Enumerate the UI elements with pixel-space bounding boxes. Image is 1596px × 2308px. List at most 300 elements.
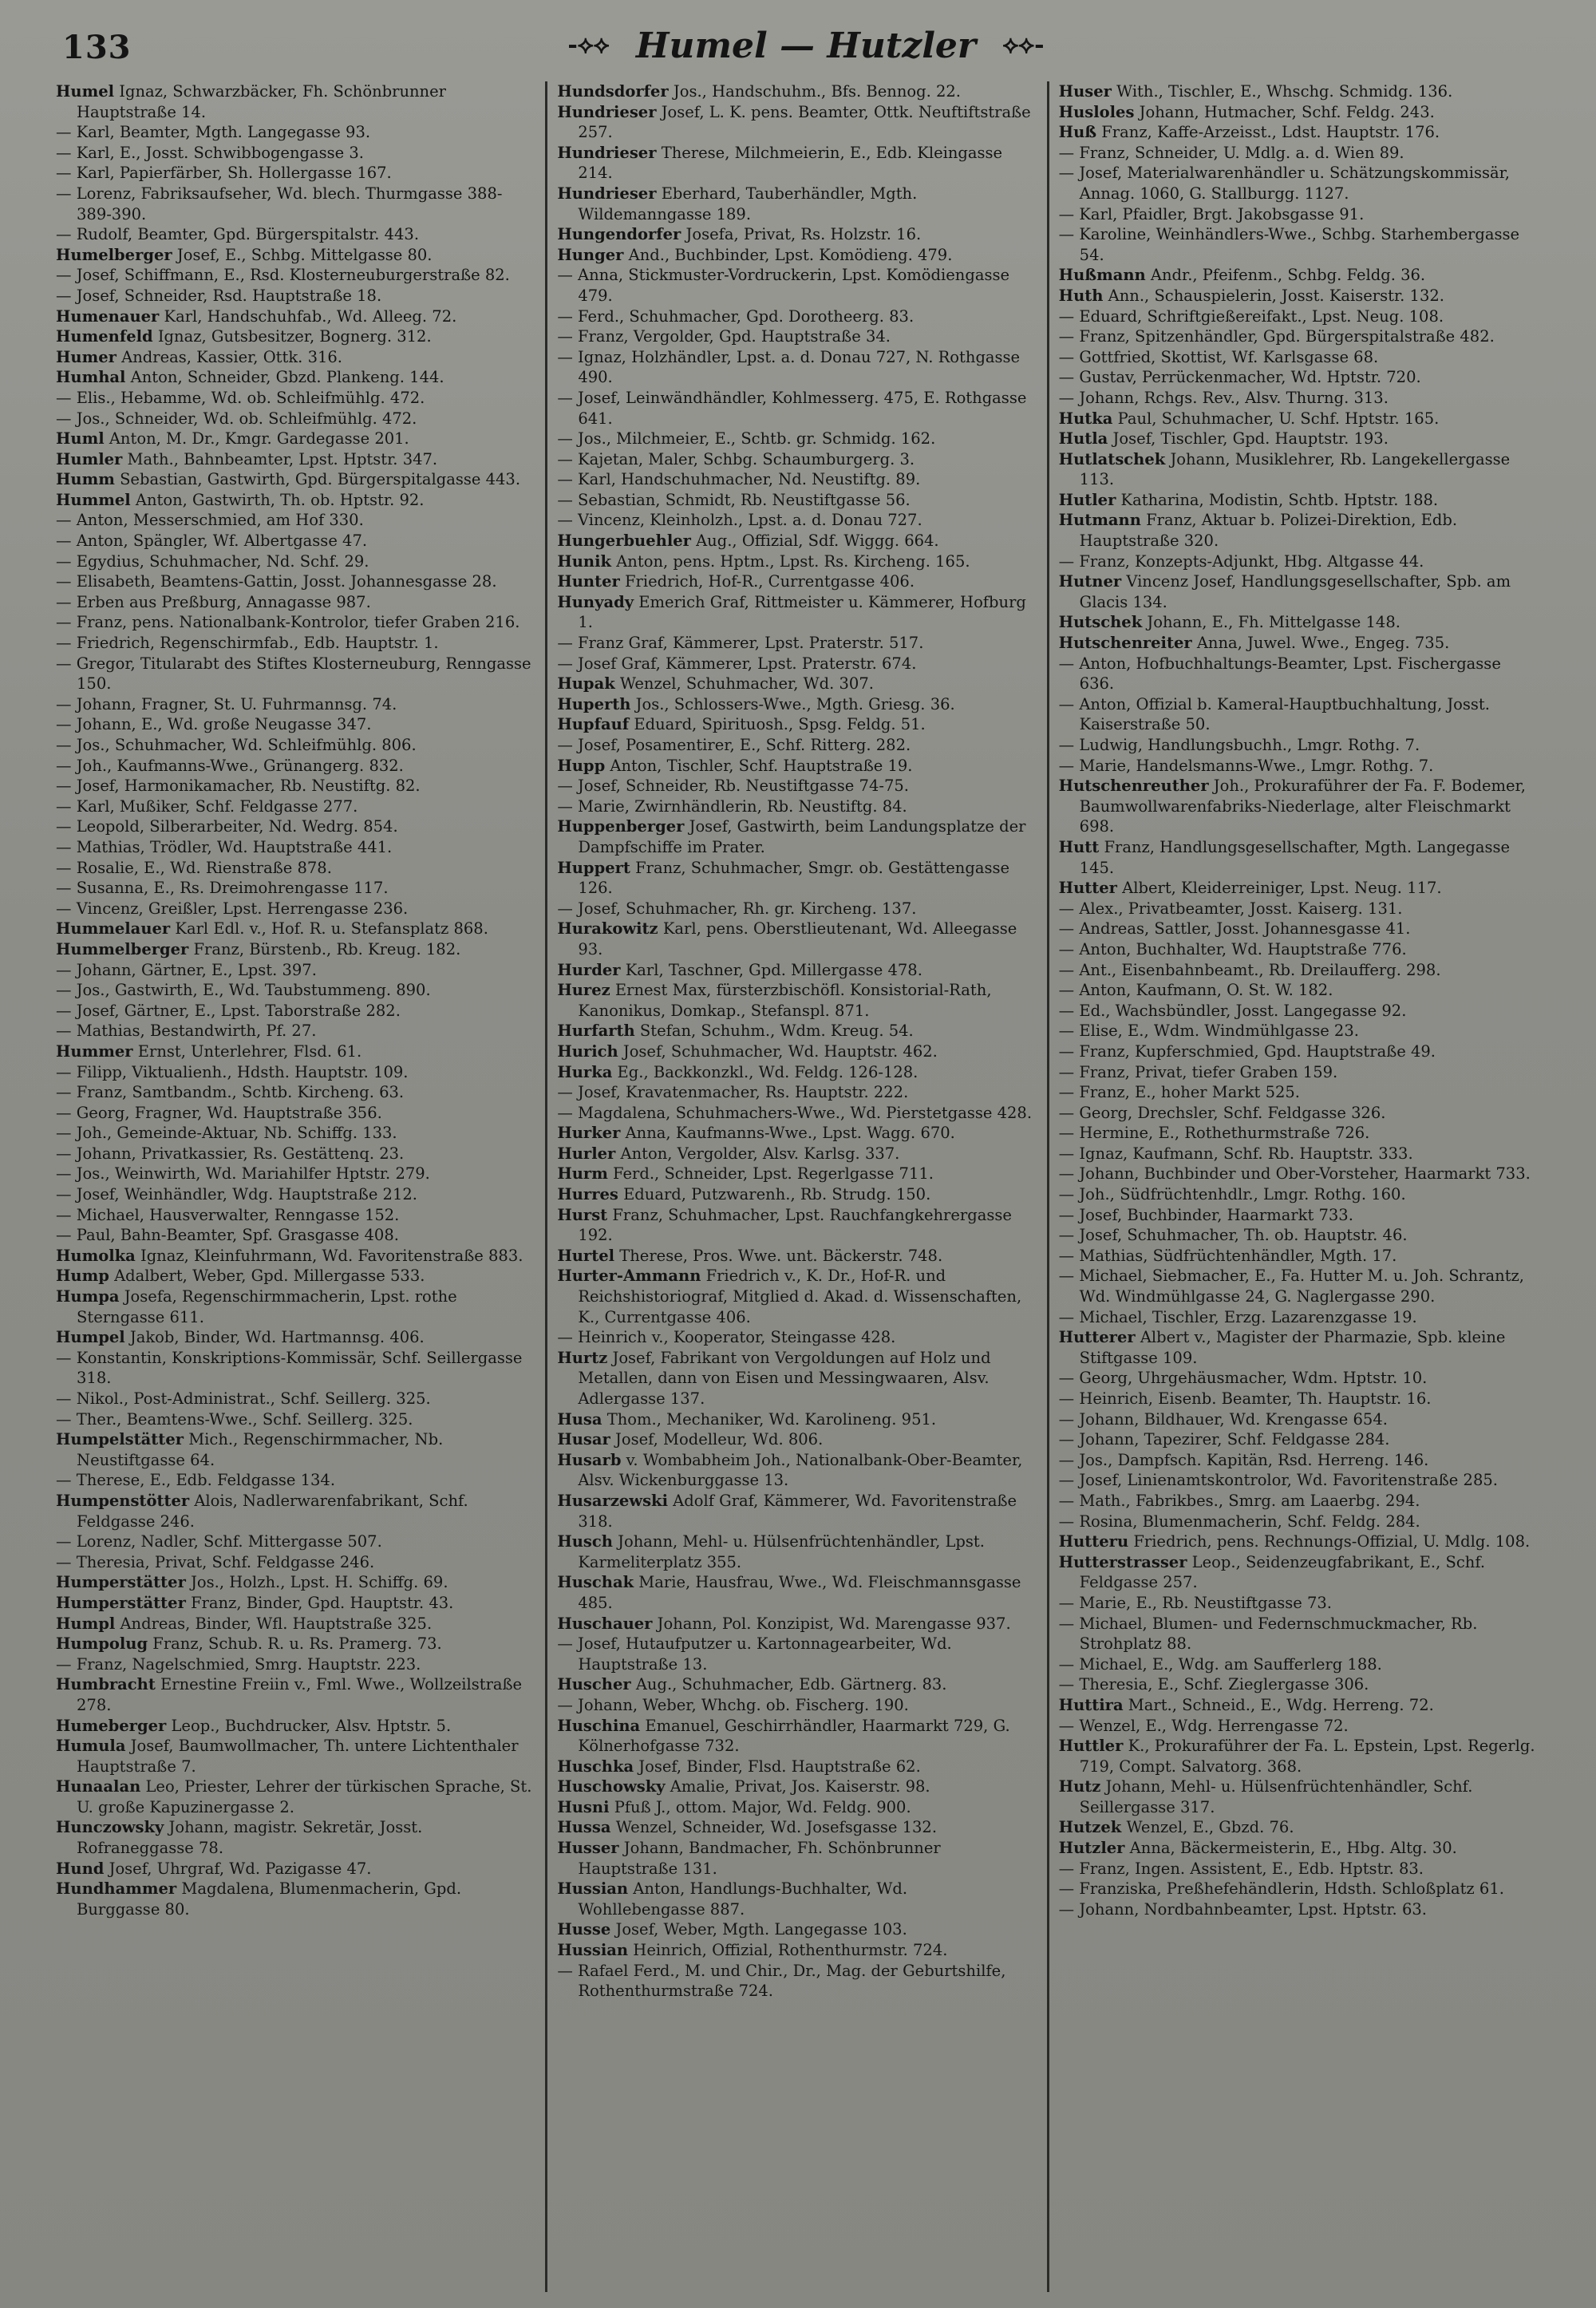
entry-text: — Johann, E., Wd. große Neugasse 347. — [56, 715, 372, 734]
entry-surname: Huschauer — [557, 1614, 653, 1633]
entry-text: — Friedrich, Regenschirmfab., Edb. Hauptstr. 1. — [56, 634, 439, 653]
directory-entry — [557, 1021, 1037, 1041]
entry-surname: Hutzler — [1058, 1839, 1125, 1858]
entry-text: Pfuß J., ottom. Major, Wd. Feldg. 900. — [609, 1797, 911, 1816]
directory-entry — [56, 551, 535, 572]
directory-entry — [557, 429, 1037, 449]
entry-text: — Theresia, Privat, Schf. Feldgasse 246. — [56, 1552, 375, 1571]
directory-entry — [1059, 919, 1539, 939]
entry-surname: Hutschek — [1058, 613, 1143, 632]
entry-surname: Humel — [56, 82, 115, 101]
entry-text: — Josef, Materialwarenhändler u. Schätzungskommissär, Annag. 1060, G. Stallburgg. 1127. — [1058, 164, 1510, 203]
entry-text: Anton, M. Dr., Kmgr. Gardegasse 201. — [104, 429, 409, 449]
entry-surname: Hurm — [557, 1164, 608, 1184]
entry-text: — Kajetan, Maler, Schbg. Schaumburgerg. 3. — [557, 449, 915, 468]
entry-text: Vincenz Josef, Handlungsgesellschafter, Spb. am Glacis 134. — [1079, 572, 1511, 611]
directory-entry — [557, 735, 1037, 756]
entry-text: Anna, Kaufmanns-Wwe., Lpst. Wagg. 670. — [620, 1124, 955, 1143]
directory-entry — [56, 612, 535, 633]
entry-text: Paul, Schuhmacher, U. Schf. Hptstr. 165. — [1112, 409, 1440, 428]
directory-entry — [1059, 286, 1539, 306]
directory-entry — [557, 1348, 1037, 1409]
column-2 — [545, 81, 1046, 2292]
directory-entry — [1059, 939, 1539, 960]
entry-text: Josef, Baumwollmacher, Th. untere Lichtenthaler Hauptstraße 7. — [77, 1737, 519, 1776]
directory-entry — [557, 1838, 1037, 1879]
entry-surname: Husarb — [557, 1450, 622, 1469]
directory-entry — [557, 1695, 1037, 1716]
entry-surname: Husse — [557, 1920, 611, 1939]
directory-entry — [1059, 224, 1539, 265]
entry-text: Amalie, Privat, Jos. Kaiserstr. 98. — [665, 1777, 930, 1796]
directory-entry — [557, 143, 1037, 184]
directory-entry — [56, 265, 535, 286]
directory-entry — [557, 1041, 1037, 1062]
directory-entry — [1059, 1001, 1539, 1022]
directory-entry — [56, 1654, 535, 1675]
entry-text: With., Tischler, E., Whschg. Schmidg. 136. — [1111, 82, 1453, 101]
directory-entry — [56, 878, 535, 899]
entry-text: Josef, Uhrgraf, Wd. Pazigasse 47. — [104, 1859, 372, 1878]
entry-surname: Hurfarth — [557, 1022, 635, 1041]
directory-columns — [56, 81, 1548, 2292]
directory-entry — [1059, 1144, 1539, 1164]
directory-entry — [557, 245, 1037, 266]
directory-entry — [56, 1634, 535, 1654]
entry-text: — Ferd., Schuhmacher, Gpd. Dorotheerg. 83. — [557, 306, 915, 326]
entry-text: Josef, E., Schbg. Mittelgasse 80. — [172, 245, 433, 264]
directory-entry — [56, 1246, 535, 1267]
entry-surname: Humpolug — [56, 1634, 148, 1654]
entry-text: — Franz, E., hoher Markt 525. — [1058, 1083, 1300, 1102]
entry-text: Alois, Nadlerwarenfabrikant, Schf. Feldgasse 246. — [77, 1491, 468, 1531]
entry-surname: Hupfauf — [557, 715, 630, 734]
entry-text: Friedrich, Hof-R., Currentgasse 406. — [619, 572, 915, 591]
directory-entry — [557, 592, 1037, 633]
directory-entry — [1059, 1205, 1539, 1226]
directory-entry — [557, 469, 1037, 490]
entry-text: — Johann, Fragner, St. U. Fuhrmannsg. 74. — [56, 694, 397, 713]
entry-text: — Johann, Bildhauer, Wd. Krengasse 654. — [1058, 1409, 1388, 1429]
entry-text: Eberhard, Tauberhändler, Mgth. Wildemanngasse 189. — [578, 184, 918, 223]
entry-text: Josefa, Privat, Rs. Holzstr. 16. — [681, 225, 922, 244]
entry-surname: Hutla — [1058, 429, 1108, 449]
directory-entry — [56, 858, 535, 879]
entry-text: Adalbert, Weber, Gpd. Millergasse 533. — [109, 1267, 425, 1286]
directory-entry — [56, 490, 535, 511]
entry-text: — Rafael Ferd., M. und Chir., Dr., Mag. der Geburtshilfe, Rothenthurmstraße 724. — [557, 1961, 1006, 2001]
entry-text: — Josef, Harmonikamacher, Rb. Neustiftg. 82. — [56, 777, 421, 796]
entry-text: — Johann, Privatkassier, Rs. Gestättenq. 23. — [56, 1144, 405, 1163]
entry-text: Albert v., Magister der Pharmazie, Spb. kleine Stiftgasse 109. — [1079, 1328, 1506, 1367]
directory-entry — [56, 429, 535, 449]
directory-entry — [1059, 1041, 1539, 1062]
entry-text: — Heinrich, Eisenb. Beamter, Th. Hauptstr. 16. — [1058, 1389, 1432, 1408]
entry-surname: Hunaalan — [56, 1777, 141, 1796]
directory-entry — [557, 1634, 1037, 1674]
entry-surname: Huperth — [557, 694, 631, 713]
directory-entry — [1059, 1838, 1539, 1859]
directory-entry — [1059, 388, 1539, 409]
directory-entry — [1059, 654, 1539, 694]
entry-surname: Huß — [1058, 123, 1097, 142]
directory-entry — [1059, 1491, 1539, 1512]
entry-text: — Anton, Buchhalter, Wd. Hauptstraße 776. — [1058, 939, 1407, 958]
entry-text: Andreas, Kassier, Ottk. 316. — [116, 347, 342, 366]
entry-text: — Rudolf, Beamter, Gpd. Bürgerspitalstr. 443. — [56, 225, 420, 244]
entry-text: — Wenzel, E., Wdg. Herrengasse 72. — [1058, 1716, 1349, 1735]
directory-entry — [56, 1021, 535, 1041]
entry-surname: Hurez — [557, 981, 610, 1000]
directory-entry — [557, 551, 1037, 572]
directory-entry — [56, 469, 535, 490]
entry-text: Friedrich, pens. Rechnungs-Offizial, U. Mdlg. 108. — [1128, 1532, 1531, 1551]
entry-surname: Humperstätter — [56, 1593, 186, 1612]
directory-entry — [557, 1817, 1037, 1838]
entry-surname: Hutterstrasser — [1058, 1552, 1187, 1571]
entry-text: — Anton, Hofbuchhaltungs-Beamter, Lpst. Fischergasse 636. — [1058, 654, 1501, 694]
entry-text: Ignaz, Schwarzbäcker, Fh. Schönbrunner Hauptstraße 14. — [77, 82, 446, 121]
entry-text: — Magdalena, Schuhmachers-Wwe., Wd. Pierstetgasse 428. — [557, 1103, 1033, 1122]
page-header — [56, 21, 1556, 72]
entry-text: — Marie, Zwirnhändlerin, Rb. Neustiftg. 84. — [557, 796, 907, 816]
entry-text: Stefan, Schuhm., Wdm. Kreug. 54. — [634, 1022, 914, 1041]
directory-entry — [56, 837, 535, 858]
directory-entry — [557, 714, 1037, 735]
directory-entry — [557, 674, 1037, 694]
directory-entry — [56, 326, 535, 347]
directory-entry — [56, 184, 535, 224]
entry-text: Johann, magistr. Sekretär, Josst. Rofraneggasse 78. — [77, 1818, 423, 1858]
entry-surname: Hutterer — [1058, 1328, 1136, 1347]
entry-surname: Hurakowitz — [557, 919, 658, 939]
entry-surname: Humelberger — [56, 245, 172, 264]
entry-text: — Michael, E., Wdg. am Saufferlerg 188. — [1058, 1654, 1382, 1674]
entry-text: Leop., Seidenzeugfabrikant, E., Schf. Feldgasse 257. — [1079, 1552, 1486, 1592]
directory-entry — [56, 735, 535, 756]
entry-text: — Mathias, Trödler, Wd. Hauptstraße 441. — [56, 837, 393, 856]
entry-text: Franz, Binder, Gpd. Hauptstr. 43. — [185, 1593, 454, 1612]
directory-entry — [56, 694, 535, 715]
entry-text: — Johann, Nordbahnbeamter, Lpst. Hptstr. 63. — [1058, 1899, 1427, 1919]
entry-text: Therese, Pros. Wwe. unt. Bäckerstr. 748. — [614, 1246, 943, 1265]
entry-surname: Hund — [56, 1859, 105, 1878]
directory-entry — [1059, 1266, 1539, 1306]
entry-text: Anton, Tischler, Schf. Hauptstraße 19. — [605, 756, 913, 775]
entry-text: — Josef, Weinhändler, Wdg. Hauptstraße 212. — [56, 1185, 417, 1204]
entry-text: Magdalena, Blumenmacherin, Gpd. Burggasse 80. — [77, 1879, 462, 1919]
entry-text: — Gottfried, Skottist, Wf. Karlsgasse 68. — [1058, 347, 1379, 366]
entry-surname: Humpl — [56, 1614, 116, 1633]
directory-entry — [1059, 347, 1539, 368]
entry-text: Jakob, Binder, Wd. Hartmannsg. 406. — [124, 1328, 425, 1347]
entry-surname: Hurler — [557, 1144, 616, 1163]
entry-text: — Erben aus Preßburg, Annagasse 987. — [56, 592, 371, 611]
entry-text: — Josef, Kravatenmacher, Rs. Hauptstr. 222. — [557, 1083, 909, 1102]
directory-entry — [1059, 756, 1539, 777]
entry-surname: Hundrieser — [557, 184, 657, 203]
directory-entry — [56, 1225, 535, 1246]
entry-surname: Hurder — [557, 960, 621, 979]
entry-text: Wenzel, Schuhmacher, Wd. 307. — [614, 674, 874, 694]
entry-surname: Humer — [56, 347, 117, 366]
entry-surname: Hummelauer — [56, 919, 171, 939]
entry-surname: Humm — [56, 470, 115, 489]
directory-entry — [1059, 1103, 1539, 1124]
entry-text: Anton, Schneider, Gbzd. Plankeng. 144. — [125, 368, 444, 387]
entry-surname: Humpel — [56, 1328, 125, 1347]
directory-entry — [56, 1266, 535, 1286]
directory-entry — [557, 306, 1037, 327]
directory-entry — [56, 1716, 535, 1737]
entry-surname: Hunger — [557, 245, 624, 264]
directory-entry — [557, 1491, 1037, 1531]
entry-text: Aug., Offizial, Sdf. Wiggg. 664. — [690, 532, 939, 551]
entry-text: Johann, Bandmacher, Fh. Schönbrunner Hauptstraße 131. — [578, 1839, 941, 1878]
directory-entry — [1059, 1859, 1539, 1879]
entry-text: Eg., Backkonzkl., Wd. Feldg. 126-128. — [612, 1062, 918, 1081]
directory-entry — [1059, 409, 1539, 429]
entry-text: — Franz, Spitzenhändler, Gpd. Bürgerspitalstraße 482. — [1058, 327, 1495, 346]
directory-entry — [1059, 776, 1539, 837]
entry-surname: Huschak — [557, 1573, 634, 1592]
directory-entry — [56, 1593, 535, 1614]
directory-entry — [557, 858, 1037, 899]
entry-text: — Jos., Milchmeier, E., Schtb. gr. Schmidg. 162. — [557, 429, 936, 449]
directory-entry — [56, 776, 535, 796]
entry-text: Franz, Handlungsgesellschafter, Mgth. Langegasse 145. — [1079, 837, 1511, 877]
entry-text: — Gustav, Perrückenmacher, Wd. Hptstr. 720. — [1058, 368, 1421, 387]
directory-entry — [557, 224, 1037, 245]
directory-entry — [56, 1144, 535, 1164]
entry-surname: Hundrieser — [557, 143, 657, 162]
entry-text: — Michael, Siebmacher, E., Fa. Hutter M. u. Joh. Schrantz, Wd. Windmühlgasse 24, G. Naglergasse 290. — [1058, 1267, 1525, 1306]
entry-text: — Elise, E., Wdm. Windmühlgasse 23. — [1058, 1022, 1359, 1041]
entry-text: — Andreas, Sattler, Josst. Johannesgasse 41. — [1058, 919, 1411, 939]
directory-entry — [557, 1429, 1037, 1450]
entry-text: Eduard, Putzwarenh., Rb. Strudg. 150. — [618, 1185, 931, 1204]
entry-text: Josef, Gastwirth, beim Landungsplatze der Dampfschiffe im Prater. — [578, 817, 1026, 856]
entry-surname: Hunter — [557, 572, 620, 591]
directory-entry — [557, 1797, 1037, 1818]
entry-text: Jos., Schlossers-Wwe., Mgth. Griesg. 36. — [630, 694, 955, 713]
entry-surname: Humeberger — [56, 1716, 167, 1735]
directory-entry — [56, 1389, 535, 1409]
entry-text: — Franz, Nagelschmied, Smrg. Hauptstr. 223. — [56, 1654, 421, 1674]
entry-text: Therese, Milchmeierin, E., Edb. Kleingasse 214. — [578, 143, 1003, 183]
directory-entry — [1059, 878, 1539, 899]
entry-text: Josef, Tischler, Gpd. Hauptstr. 193. — [1108, 429, 1389, 449]
entry-surname: Hutteru — [1058, 1532, 1129, 1551]
entry-text: — Joh., Kaufmanns-Wwe., Grünangerg. 832. — [56, 756, 404, 775]
entry-surname: Hurres — [557, 1185, 618, 1204]
entry-surname: Humbracht — [56, 1675, 156, 1694]
entry-surname: Humenauer — [56, 306, 160, 326]
entry-text: Ernestine Freiin v., Fml. Wwe., Wollzeilstraße 278. — [77, 1675, 523, 1714]
entry-surname: Hunczowsky — [56, 1818, 164, 1837]
directory-entry — [557, 571, 1037, 592]
entry-text: Josef, Modelleur, Wd. 806. — [610, 1430, 824, 1449]
entry-text: — Rosina, Blumenmacherin, Schf. Feldg. 284. — [1058, 1512, 1420, 1531]
entry-text: — Josef, Linienamtskontrolor, Wd. Favoritenstraße 285. — [1058, 1471, 1498, 1490]
column-1 — [56, 81, 545, 2292]
entry-text: — Hermine, E., Rothethurmstraße 726. — [1058, 1124, 1370, 1143]
entry-text: — Johann, Buchbinder und Ober-Vorsteher, Haarmarkt 733. — [1058, 1164, 1531, 1184]
directory-entry — [557, 1572, 1037, 1613]
directory-entry — [56, 1674, 535, 1715]
directory-entry — [557, 1246, 1037, 1267]
entry-surname: Huschina — [557, 1716, 641, 1735]
directory-entry — [557, 1940, 1037, 1961]
entry-surname: Huml — [56, 429, 105, 449]
entry-surname: Humula — [56, 1737, 126, 1756]
entry-surname: Hurst — [557, 1205, 608, 1224]
entry-text: Anton, Handlungs-Buchhalter, Wd. Wohllebengasse 887. — [578, 1879, 908, 1919]
entry-text: — Mathias, Südfrüchtenhändler, Mgth. 17. — [1058, 1246, 1397, 1265]
entry-text: Anton, Gastwirth, Th. ob. Hptstr. 92. — [130, 490, 425, 509]
entry-text: — Karl, E., Josst. Schwibbogengasse 3. — [56, 143, 365, 162]
entry-text: — Josef Graf, Kämmerer, Lpst. Praterstr. 674. — [557, 654, 917, 673]
entry-text: — Heinrich v., Kooperator, Steingasse 428. — [557, 1328, 896, 1347]
entry-text: — Lorenz, Nadler, Schf. Mittergasse 507. — [56, 1532, 382, 1551]
entry-text: Franz, Kaffe-Arzeisst., Ldst. Hauptstr. 176. — [1096, 123, 1440, 142]
entry-surname: Humenfeld — [56, 327, 153, 346]
directory-entry — [1059, 633, 1539, 654]
directory-entry — [1059, 1450, 1539, 1471]
entry-text: Marie, Hausfrau, Wwe., Wd. Fleischmannsgasse 485. — [578, 1573, 1021, 1612]
entry-text: — Vincenz, Greißler, Lpst. Herrengasse 236. — [56, 899, 409, 918]
directory-entry — [1059, 102, 1539, 123]
directory-entry — [1059, 306, 1539, 327]
entry-text: Sebastian, Gastwirth, Gpd. Bürgerspitalgasse 443. — [114, 470, 521, 489]
entry-surname: Huscher — [557, 1675, 631, 1694]
entry-text: — Jos., Dampfsch. Kapitän, Rsd. Herreng. 146. — [1058, 1450, 1429, 1469]
entry-text: Franz, Bürstenb., Rb. Kreug. 182. — [188, 939, 461, 958]
directory-entry — [56, 286, 535, 306]
directory-entry — [56, 919, 535, 939]
directory-entry — [56, 633, 535, 654]
directory-entry — [56, 1286, 535, 1327]
directory-entry — [1059, 1307, 1539, 1328]
entry-text: Anton, pens. Hptm., Lpst. Rs. Kircheng. 165. — [611, 551, 970, 571]
directory-entry — [56, 796, 535, 817]
directory-entry — [557, 1123, 1037, 1144]
entry-text: — Josef, Hutaufputzer u. Kartonnagearbeiter, Wd. Hauptstraße 13. — [557, 1634, 952, 1674]
directory-entry — [557, 347, 1037, 388]
directory-entry — [56, 531, 535, 551]
directory-entry — [56, 939, 535, 960]
entry-text: — Konstantin, Konskriptions-Kommissär, Schf. Seillergasse 318. — [56, 1348, 523, 1388]
directory-entry — [1059, 163, 1539, 204]
entry-text: Josef, L. K. pens. Beamter, Ottk. Neuftiftstraße 257. — [578, 102, 1031, 142]
directory-entry — [557, 1776, 1037, 1797]
directory-entry — [1059, 1674, 1539, 1695]
ornament-right: ⟡⟡- — [1002, 31, 1045, 59]
entry-text: Ernst, Unterlehrer, Flsd. 61. — [132, 1041, 362, 1061]
entry-text: — Franz, Samtbandm., Schtb. Kircheng. 63. — [56, 1083, 405, 1102]
entry-text: Karl, Handschuhfab., Wd. Alleeg. 72. — [159, 306, 457, 326]
entry-surname: Husloles — [1058, 102, 1135, 121]
directory-entry — [1059, 1021, 1539, 1041]
entry-text: Leo, Priester, Lehrer der türkischen Sprache, St. U. große Kapuzinergasse 2. — [77, 1777, 532, 1816]
entry-text: Andr., Pfeifenm., Schbg. Feldg. 36. — [1145, 266, 1426, 285]
entry-surname: Hurtz — [557, 1348, 608, 1367]
entry-text: Ann., Schauspielerin, Josst. Kaiserstr. 132. — [1103, 286, 1444, 305]
entry-surname: Humperstätter — [56, 1573, 186, 1592]
directory-entry — [557, 1919, 1037, 1940]
entry-text: — Josef, Buchbinder, Haarmarkt 733. — [1058, 1205, 1353, 1224]
entry-surname: Husarzewski — [557, 1491, 668, 1510]
directory-entry — [56, 1327, 535, 1348]
entry-surname: Huttler — [1058, 1737, 1124, 1756]
directory-entry — [1059, 265, 1539, 286]
entry-text: — Leopold, Silberarbeiter, Nd. Wedrg. 854. — [56, 817, 398, 836]
directory-entry — [557, 1409, 1037, 1430]
directory-entry — [557, 1327, 1037, 1348]
entry-text: — Joh., Gemeinde-Aktuar, Nb. Schiffg. 133. — [56, 1124, 397, 1143]
entry-text: Karl, pens. Oberstlieutenant, Wd. Alleegasse 93. — [578, 919, 1017, 958]
directory-entry — [557, 756, 1037, 777]
entry-text: — Georg, Fragner, Wd. Hauptstraße 356. — [56, 1103, 382, 1122]
directory-entry — [1059, 1368, 1539, 1389]
entry-text: — Franz, Privat, tiefer Graben 159. — [1058, 1062, 1338, 1081]
directory-entry — [557, 1716, 1037, 1757]
entry-text: Heinrich, Offizial, Rothenthurmstr. 724. — [628, 1941, 948, 1960]
entry-text: — Johann, Weber, Whchg. ob. Fischerg. 190. — [557, 1695, 909, 1714]
entry-text: Emanuel, Geschirrhändler, Haarmarkt 729, G. Kölnerhofgasse 732. — [578, 1716, 1010, 1756]
directory-entry — [56, 1531, 535, 1552]
directory-entry — [1059, 1470, 1539, 1491]
directory-entry — [1059, 1654, 1539, 1675]
directory-entry — [1059, 1593, 1539, 1614]
entry-text: — Johann, Rchgs. Rev., Alsv. Thurng. 313. — [1058, 388, 1389, 407]
directory-entry — [557, 1144, 1037, 1164]
directory-entry — [557, 1450, 1037, 1491]
entry-text: — Ignaz, Holzhändler, Lpst. a. d. Donau 727, N. Rothgasse 490. — [557, 347, 1021, 387]
entry-text: Katharina, Modistin, Schtb. Hptstr. 188. — [1116, 490, 1439, 509]
directory-entry — [557, 633, 1037, 654]
entry-text: Johann, E., Fh. Mittelgasse 148. — [1142, 613, 1400, 632]
entry-text: — Ignaz, Kaufmann, Schf. Rb. Hauptstr. 333. — [1058, 1144, 1413, 1163]
entry-surname: Huttira — [1058, 1695, 1124, 1714]
directory-entry — [56, 224, 535, 245]
entry-surname: Hutter — [1058, 879, 1117, 898]
directory-entry — [56, 980, 535, 1001]
directory-entry — [557, 816, 1037, 857]
entry-text: Anna, Bäckermeisterin, E., Hbg. Altg. 30. — [1124, 1839, 1457, 1858]
directory-entry — [1059, 490, 1539, 511]
directory-entry — [56, 1001, 535, 1022]
entry-text: — Franz, Schneider, U. Mdlg. a. d. Wien 89. — [1058, 143, 1404, 162]
entry-text: — Josef, Schuhmacher, Th. ob. Hauptstr. 46. — [1058, 1226, 1408, 1245]
entry-surname: Hundsdorfer — [557, 82, 669, 101]
entry-text: Josef, Weber, Mgth. Langegasse 103. — [610, 1920, 907, 1939]
directory-entry — [1059, 1716, 1539, 1737]
entry-text: Franz, Schuhmacher, Smgr. ob. Gestättengasse 126. — [578, 858, 1010, 898]
directory-entry — [56, 122, 535, 143]
directory-entry — [56, 1736, 535, 1776]
entry-text: Ferd., Schneider, Lpst. Regerlgasse 711. — [607, 1164, 934, 1184]
directory-entry — [557, 449, 1037, 470]
entry-text: Jos., Handschuhm., Bfs. Bennog. 22. — [668, 82, 962, 101]
entry-text: — Vincenz, Kleinholzh., Lpst. a. d. Donau 727. — [557, 511, 922, 530]
directory-entry — [56, 163, 535, 184]
entry-text: — Jos., Schuhmacher, Wd. Schleifmühlg. 806. — [56, 736, 417, 754]
entry-text: Jos., Holzh., Lpst. H. Schiffg. 69. — [185, 1573, 448, 1592]
directory-entry — [1059, 449, 1539, 490]
entry-surname: Hutschenreiter — [1058, 634, 1192, 653]
entry-surname: Humler — [56, 449, 123, 468]
